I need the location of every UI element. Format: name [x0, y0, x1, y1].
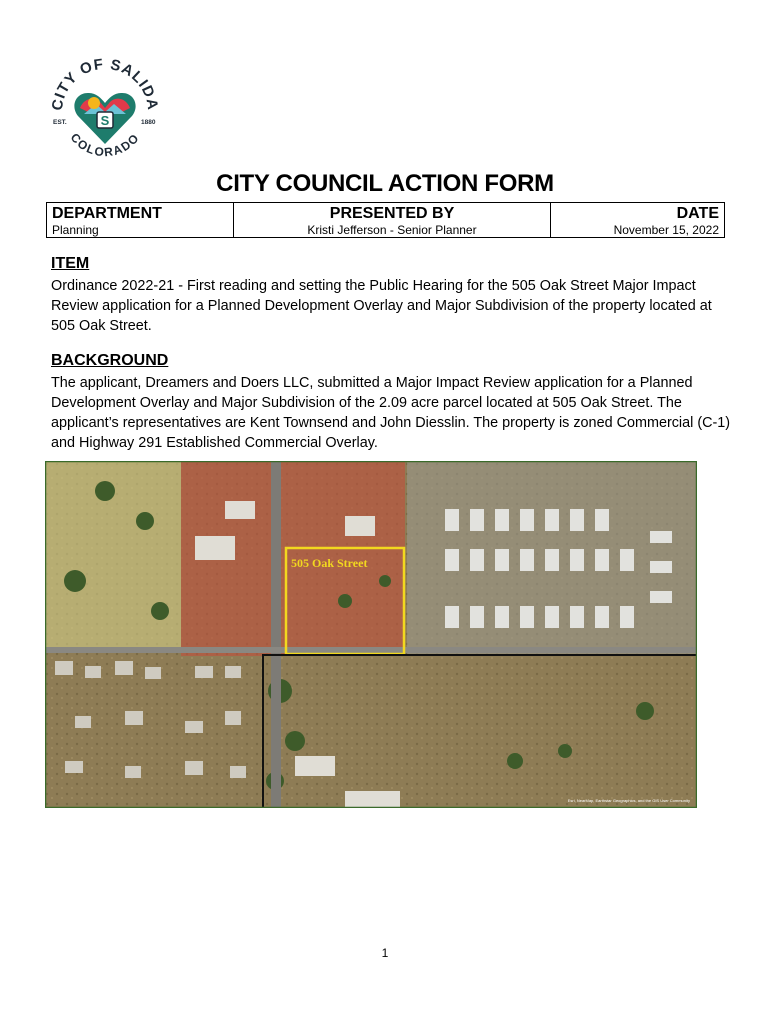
item-text: Ordinance 2022-21 - First reading and setting the Public Hearing for the 505 Oak Street Major Impact Review application for a Planned Development Overlay and Major Subdivision of the property located at 505 Oak Street.: [51, 278, 712, 334]
department-label: DEPARTMENT: [52, 205, 162, 222]
department-cell: [47, 203, 234, 238]
logo-year-label: 1880: [141, 119, 156, 126]
background-text: The applicant, Dreamers and Doers LLC, submitted a Major Impact Review application for a Planned Development Overlay and Major Subdivision of the 2.09 acre parcel located at 505 Oak Street. The applicant’s representatives are Kent Townsend and John Diesslin. The property is zoned Commercial (C-1) and Highway 291 Established Commercial Overlay.: [51, 375, 731, 451]
main-road: [271, 461, 281, 808]
date-value: November 15, 2022: [613, 223, 719, 237]
logo-est-label: EST.: [53, 119, 67, 126]
form-title: CITY COUNCIL ACTION FORM: [216, 170, 554, 197]
logo-badge-letter: S: [100, 113, 110, 128]
map-credit: Esri, NearMap, Earthstar Geographics, and the GIS User Community: [567, 798, 690, 803]
meta-table: [46, 202, 725, 238]
date-label: DATE: [676, 205, 719, 222]
item-heading: ITEM: [51, 255, 90, 272]
date-cell: [551, 203, 725, 238]
parcel-label: 505 Oak Street: [291, 556, 368, 570]
background-heading: BACKGROUND: [51, 352, 169, 369]
city-of-salida-logo: [44, 48, 166, 170]
department-value: Planning: [52, 223, 99, 237]
logo-top-text: CITY OF SALIDA: [48, 55, 162, 112]
presented-by-cell: [234, 203, 551, 238]
logo-bottom-text: COLORADO: [67, 130, 143, 160]
page-number: 1: [381, 946, 389, 960]
heart-icon: [74, 93, 135, 144]
presented-by-label: PRESENTED BY: [329, 205, 455, 222]
aerial-site-map: [45, 461, 697, 808]
presented-by-value: Kristi Jefferson - Senior Planner: [307, 223, 477, 237]
cross-road: [45, 647, 697, 653]
